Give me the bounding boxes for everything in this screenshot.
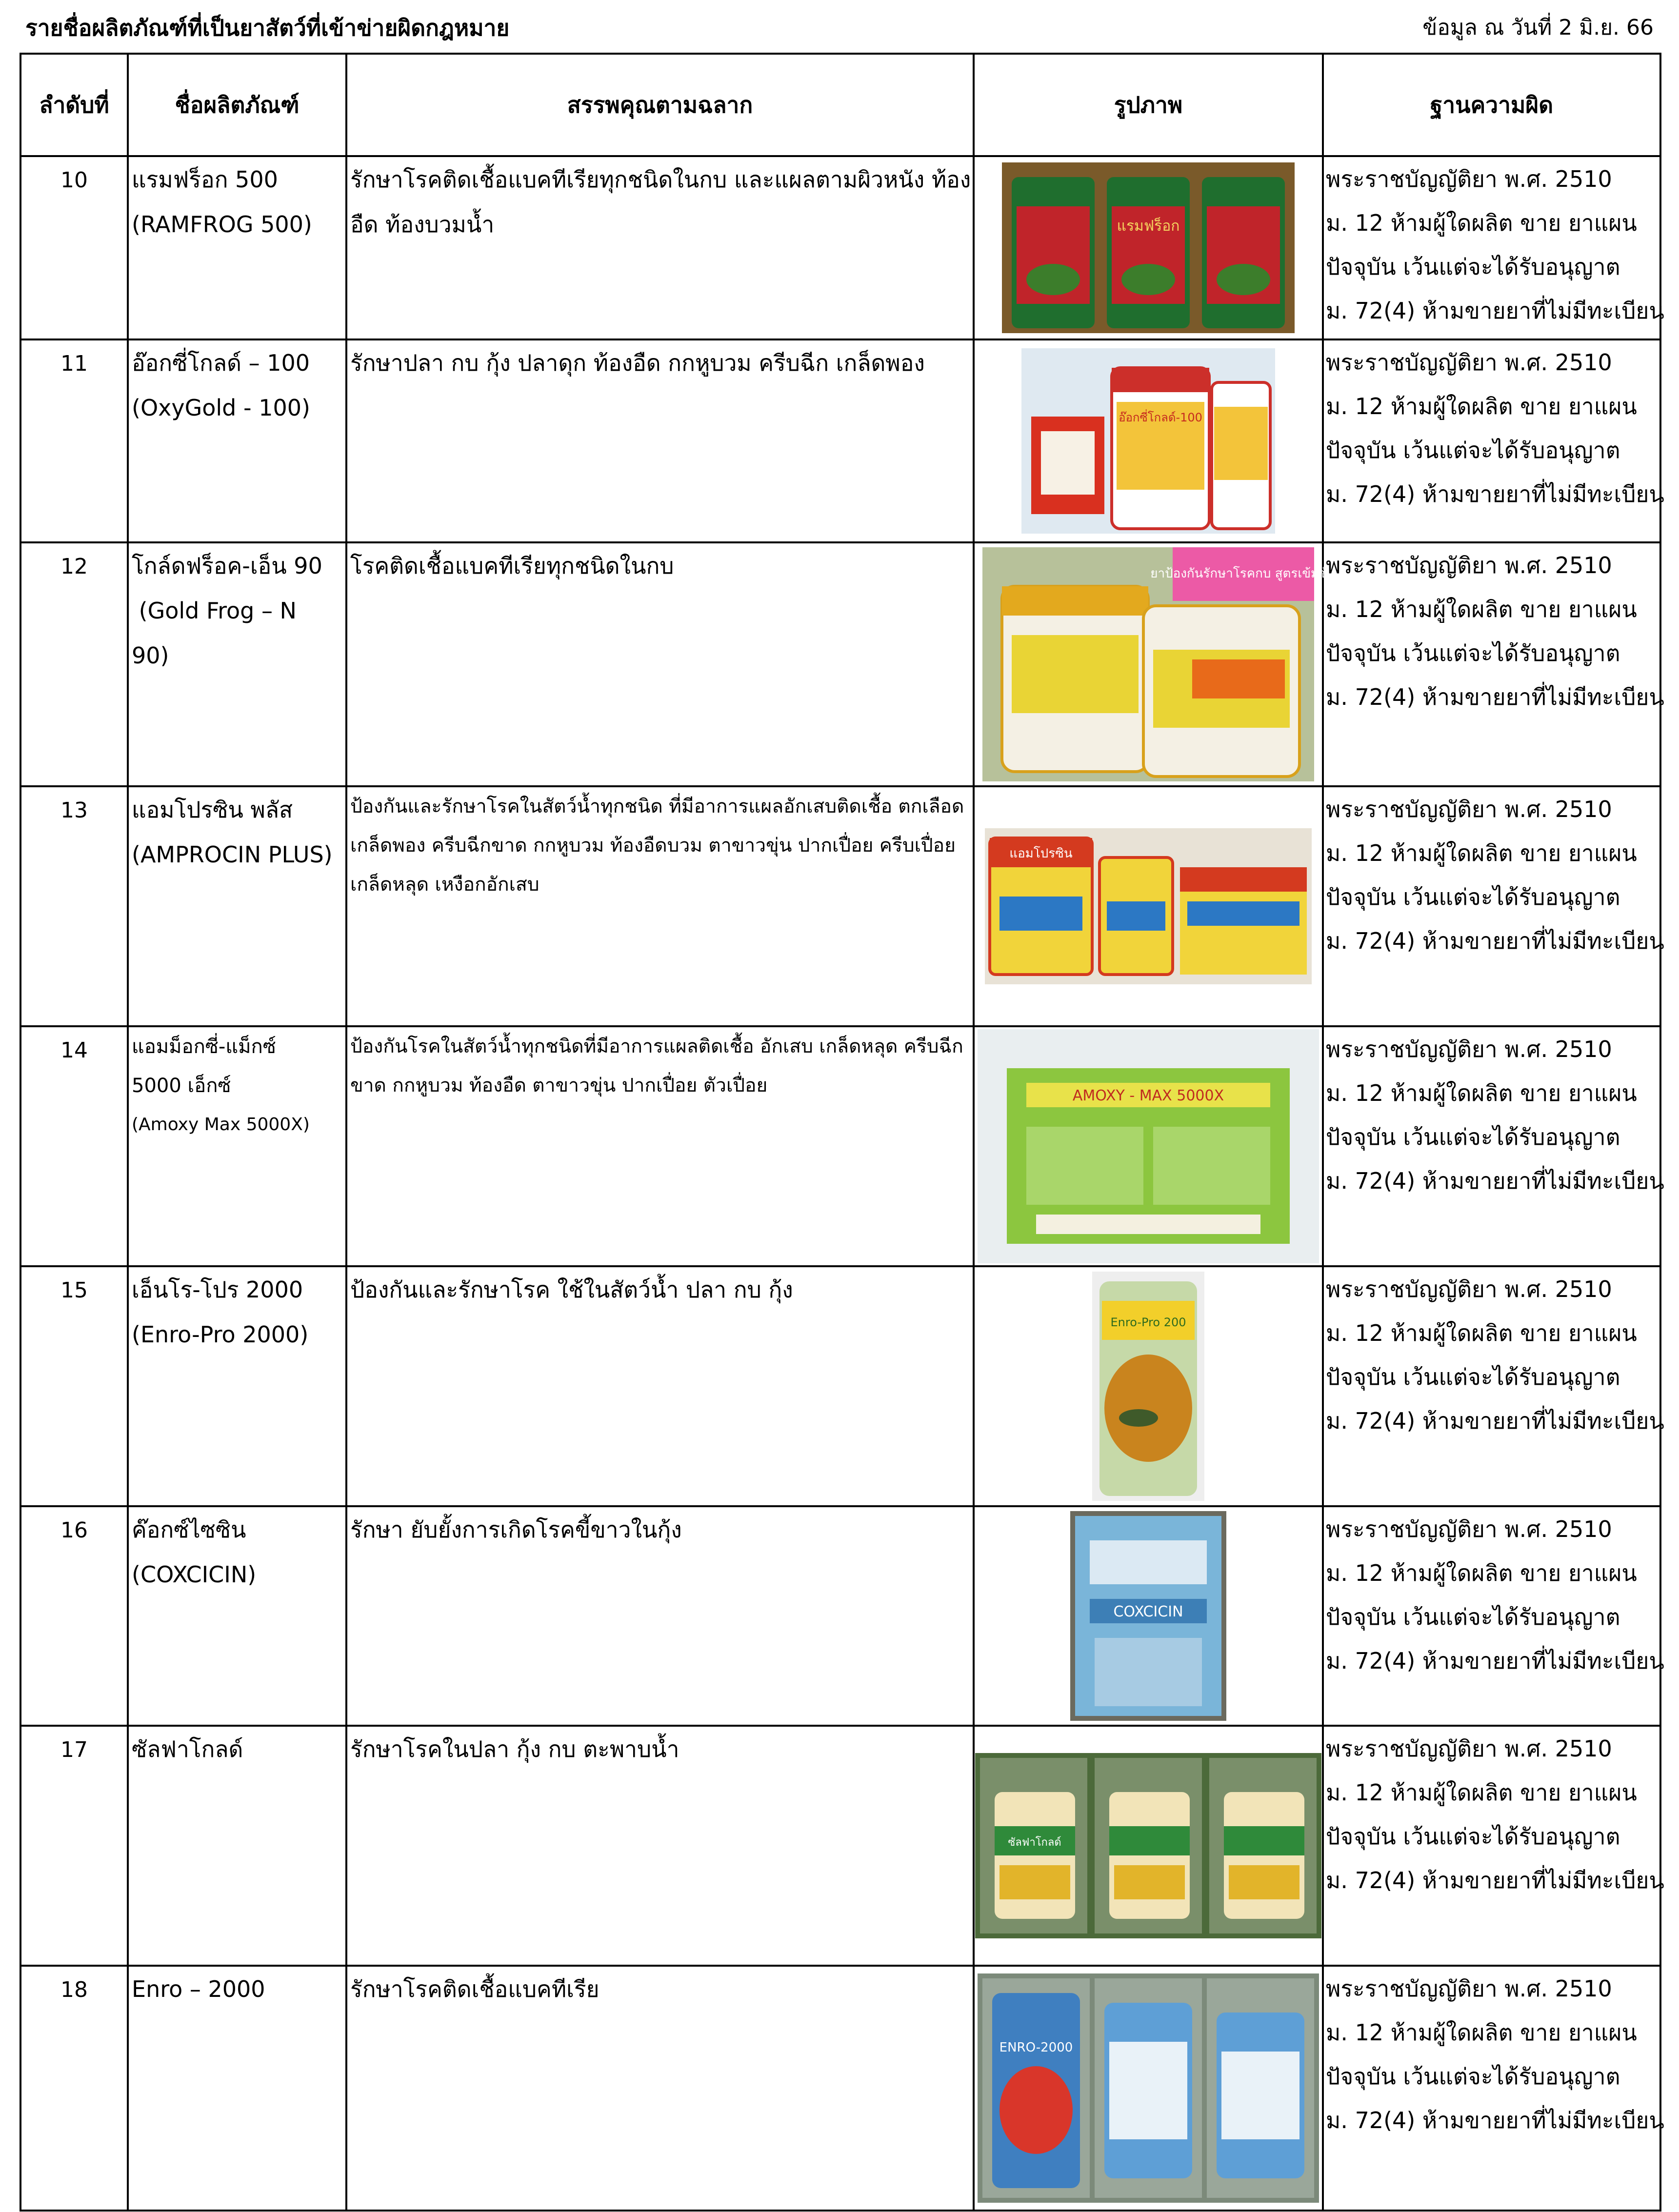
- offense-line: พระราชบัญญัติยา พ.ศ. 2510: [1326, 349, 1612, 376]
- document-title: รายชื่อผลิตภัณฑ์ที่เป็นยาสัตว์ที่เข้าข่ายผิดกฎหมาย: [25, 15, 510, 41]
- header-row: [20, 54, 1660, 156]
- table-row: [20, 1966, 1660, 2211]
- offense-line: พระราชบัญญัติยา พ.ศ. 2510: [1326, 1975, 1612, 2002]
- offense-line: ม. 72(4) ห้ามขายยาที่ไม่มีทะเบียน: [1326, 684, 1664, 710]
- product-property: โรคติดเชื้อแบคทีเรียทุกชนิดในกบ: [346, 542, 974, 786]
- header-property: สรรพคุณตามฉลาก: [346, 54, 974, 156]
- offense-line: ม. 72(4) ห้ามขายยาที่ไม่มีทะเบียน: [1326, 1168, 1664, 1194]
- table-row: [20, 786, 1660, 1026]
- offense-line: ปัจจุบัน เว้นแต่จะได้รับอนุญาต: [1326, 640, 1620, 666]
- product-photo: [1002, 162, 1295, 333]
- row-number: 10: [20, 156, 128, 339]
- photo-label: AMOXY - MAX 5000X: [1072, 1087, 1224, 1104]
- photo-label: ENRO-2000: [999, 2040, 1073, 2055]
- offense-line: ม. 72(4) ห้ามขายยาที่ไม่มีทะเบียน: [1326, 1867, 1664, 1893]
- product-name: [128, 1726, 346, 1966]
- product-photo: [1070, 1511, 1226, 1721]
- product-photo: [982, 547, 1337, 781]
- photo-label: COXCICIN: [1113, 1603, 1183, 1620]
- product-name-line: (Gold Frog – N: [132, 598, 297, 624]
- product-name-line: 5000 เอ็กซ์: [132, 1075, 231, 1097]
- offense-line: ม. 12 ห้ามผู้ใดผลิต ขาย ยาแผน: [1326, 1779, 1637, 1806]
- offense-line: ม. 12 ห้ามผู้ใดผลิต ขาย ยาแผน: [1326, 210, 1637, 236]
- offense-line: ปัจจุบัน เว้นแต่จะได้รับอนุญาต: [1326, 1364, 1620, 1390]
- product-photo-cell: [974, 1966, 1323, 2211]
- product-name-line: ค๊อกซ์ไซซิน: [132, 1516, 246, 1543]
- product-property: รักษา ยับยั้งการเกิดโรคขี้ขาวในกุ้ง: [346, 1506, 974, 1726]
- product-property: รักษาโรคติดเชื้อแบคทีเรียทุกชนิดในกบ และแผลตามผิวหนัง ท้องอืด ท้องบวมน้ำ: [346, 156, 974, 339]
- offense-line: พระราชบัญญัติยา พ.ศ. 2510: [1326, 1735, 1612, 1762]
- legal-offense: [1323, 156, 1664, 339]
- product-name-line: (AMPROCIN PLUS): [132, 841, 333, 868]
- offense-line: ปัจจุบัน เว้นแต่จะได้รับอนุญาต: [1326, 884, 1620, 910]
- header-image: รูปภาพ: [974, 54, 1323, 156]
- product-photo-cell: [974, 339, 1323, 542]
- row-number: 12: [20, 542, 128, 786]
- offense-line: ปัจจุบัน เว้นแต่จะได้รับอนุญาต: [1326, 1823, 1620, 1850]
- header-no: ลำดับที่: [20, 54, 128, 156]
- row-number: 15: [20, 1266, 128, 1506]
- offense-line: พระราชบัญญัติยา พ.ศ. 2510: [1326, 1276, 1612, 1302]
- product-property: ป้องกันโรคในสัตว์น้ำทุกชนิดที่มีอาการแผลติดเชื้อ อักเสบ เกล็ดหลุด ครีบฉีกขาด กกหูบวม ท้องอืด ตาขาวขุ่น ปากเปื่อย ตัวเปื่อย: [346, 1026, 974, 1266]
- photo-label: อ๊อกซี่โกลด์-100: [1119, 411, 1202, 424]
- table-row: [20, 1726, 1660, 1966]
- table-row: [20, 542, 1660, 786]
- offense-line: ม. 12 ห้ามผู้ใดผลิต ขาย ยาแผน: [1326, 1560, 1637, 1586]
- product-photo: [978, 1973, 1319, 2203]
- product-property: ป้องกันและรักษาโรคในสัตว์น้ำทุกชนิด ที่มีอาการแผลอักเสบติดเชื้อ ตกเลือด เกล็ดพอง ครีบฉีกขาด กกหูบวม ท้องอืดบวม ตาขาวขุ่น ปากเปื่อย ครีบเปื่อย เกล็ดหลุด เหงือกอักเสบ: [346, 786, 974, 1026]
- product-name: [128, 1966, 346, 2211]
- row-number: 17: [20, 1726, 128, 1966]
- legal-offense: [1323, 1966, 1664, 2211]
- product-name: [128, 156, 346, 339]
- legal-offense: [1323, 542, 1664, 786]
- offense-line: ม. 72(4) ห้ามขายยาที่ไม่มีทะเบียน: [1326, 2107, 1664, 2133]
- row-number: 13: [20, 786, 128, 1026]
- product-name-line: Enro – 2000: [132, 1976, 265, 2002]
- table-row: [20, 1026, 1660, 1266]
- product-property: ป้องกันและรักษาโรค ใช้ในสัตว์น้ำ ปลา กบ กุ้ง: [346, 1266, 974, 1506]
- product-name: [128, 1266, 346, 1506]
- photo-label: ยาป้องกันรักษาโรคกบ สูตรเข้มข้น: [1150, 566, 1337, 581]
- product-name-line: แอมโปรซิน พลัส: [132, 797, 293, 823]
- offense-line: ม. 12 ห้ามผู้ใดผลิต ขาย ยาแผน: [1326, 393, 1637, 419]
- legal-offense: [1323, 1726, 1664, 1966]
- photo-label: แอมโปรซิน: [1009, 846, 1073, 861]
- offense-line: ม. 72(4) ห้ามขายยาที่ไม่มีทะเบียน: [1326, 1408, 1664, 1434]
- offense-line: ม. 12 ห้ามผู้ใดผลิต ขาย ยาแผน: [1326, 1080, 1637, 1106]
- legal-offense: [1323, 786, 1664, 1026]
- row-number: 18: [20, 1966, 128, 2211]
- offense-line: ปัจจุบัน เว้นแต่จะได้รับอนุญาต: [1326, 1604, 1620, 1630]
- product-photo-cell: [974, 156, 1323, 339]
- product-name-line: ซัลฟาโกลด์: [132, 1736, 243, 1762]
- product-photo: [985, 828, 1312, 984]
- product-name-line: แอมม็อกซี่-แม็กซ์: [132, 1036, 276, 1058]
- legal-offense: [1323, 1266, 1664, 1506]
- product-property: รักษาปลา กบ กุ้ง ปลาดุก ท้องอืด กกหูบวม ครีบฉีก เกล็ดพอง: [346, 339, 974, 542]
- offense-line: ปัจจุบัน เว้นแต่จะได้รับอนุญาต: [1326, 1124, 1620, 1150]
- row-number: 11: [20, 339, 128, 542]
- product-photo-cell: [974, 1506, 1323, 1726]
- product-name: [128, 1506, 346, 1726]
- product-name: [128, 786, 346, 1026]
- legal-offense: [1323, 339, 1664, 542]
- product-photo: [975, 1753, 1321, 1938]
- product-photo-cell: [974, 1026, 1323, 1266]
- product-name-line: (Enro-Pro 2000): [132, 1321, 309, 1348]
- product-photo-cell: [974, 1726, 1323, 1966]
- offense-line: ม. 12 ห้ามผู้ใดผลิต ขาย ยาแผน: [1326, 840, 1637, 866]
- product-photo: [1021, 348, 1275, 534]
- table-row: [20, 1266, 1660, 1506]
- offense-line: ปัจจุบัน เว้นแต่จะได้รับอนุญาต: [1326, 254, 1620, 280]
- offense-line: ปัจจุบัน เว้นแต่จะได้รับอนุญาต: [1326, 437, 1620, 463]
- offense-line: พระราชบัญญัติยา พ.ศ. 2510: [1326, 166, 1612, 192]
- product-name-line: 90): [132, 642, 169, 669]
- product-name-line: (Amoxy Max 5000X): [132, 1115, 310, 1135]
- offense-line: พระราชบัญญัติยา พ.ศ. 2510: [1326, 1516, 1612, 1542]
- product-property: รักษาโรคติดเชื้อแบคทีเรีย: [346, 1966, 974, 2211]
- offense-line: ม. 12 ห้ามผู้ใดผลิต ขาย ยาแผน: [1326, 1320, 1637, 1346]
- product-name-line: อ๊อกซี่โกลด์ – 100: [132, 350, 310, 376]
- product-photo-cell: [974, 1266, 1323, 1506]
- table-row: [20, 339, 1660, 542]
- offense-line: ม. 72(4) ห้ามขายยาที่ไม่มีทะเบียน: [1326, 1648, 1664, 1674]
- offense-line: พระราชบัญญัติยา พ.ศ. 2510: [1326, 552, 1612, 578]
- product-name-line: (OxyGold - 100): [132, 395, 310, 421]
- product-photo-cell: [974, 786, 1323, 1026]
- product-name: [128, 1026, 346, 1266]
- product-photo: [1092, 1272, 1204, 1501]
- product-photo-cell: [974, 542, 1337, 786]
- table-row: [20, 1506, 1660, 1726]
- product-name-line: เอ็นโร-โปร 2000: [132, 1276, 303, 1303]
- offense-line: ม. 12 ห้ามผู้ใดผลิต ขาย ยาแผน: [1326, 596, 1637, 622]
- product-name-line: (RAMFROG 500): [132, 211, 312, 238]
- row-number: 14: [20, 1026, 128, 1266]
- photo-label: แรมฟร็อก: [1117, 218, 1180, 235]
- product-name-line: (COXCICIN): [132, 1561, 257, 1588]
- row-number: 16: [20, 1506, 128, 1726]
- offense-line: ปัจจุบัน เว้นแต่จะได้รับอนุญาต: [1326, 2063, 1620, 2090]
- photo-label: ซัลฟาโกลด์: [1008, 1836, 1061, 1849]
- product-name: [128, 542, 346, 786]
- legal-offense: [1323, 1026, 1664, 1266]
- product-property: รักษาโรคในปลา กุ้ง กบ ตะพาบน้ำ: [346, 1726, 974, 1966]
- header-offense: ฐานความผิด: [1323, 54, 1660, 156]
- product-photo: [978, 1029, 1319, 1263]
- illegal-vet-drug-table: [20, 53, 1664, 2212]
- offense-line: ม. 12 ห้ามผู้ใดผลิต ขาย ยาแผน: [1326, 2019, 1637, 2046]
- offense-line: ม. 72(4) ห้ามขายยาที่ไม่มีทะเบียน: [1326, 928, 1664, 954]
- offense-line: ม. 72(4) ห้ามขายยาที่ไม่มีทะเบียน: [1326, 298, 1664, 324]
- photo-label: Enro-Pro 200: [1110, 1315, 1186, 1329]
- table-row: [20, 156, 1660, 339]
- offense-line: ม. 72(4) ห้ามขายยาที่ไม่มีทะเบียน: [1326, 481, 1664, 507]
- offense-line: พระราชบัญญัติยา พ.ศ. 2510: [1326, 796, 1612, 822]
- offense-line: พระราชบัญญัติยา พ.ศ. 2510: [1326, 1036, 1612, 1062]
- product-name: [128, 339, 346, 542]
- product-name-line: โกล์ดฟร็อค-เอ็น 90: [132, 553, 322, 579]
- product-name-line: แรมฟร็อก 500: [132, 166, 278, 193]
- legal-offense: [1323, 1506, 1664, 1726]
- data-date-note: ข้อมูล ณ วันที่ 2 มิ.ย. 66: [1422, 15, 1654, 40]
- header-product-name: ชื่อผลิตภัณฑ์: [128, 54, 346, 156]
